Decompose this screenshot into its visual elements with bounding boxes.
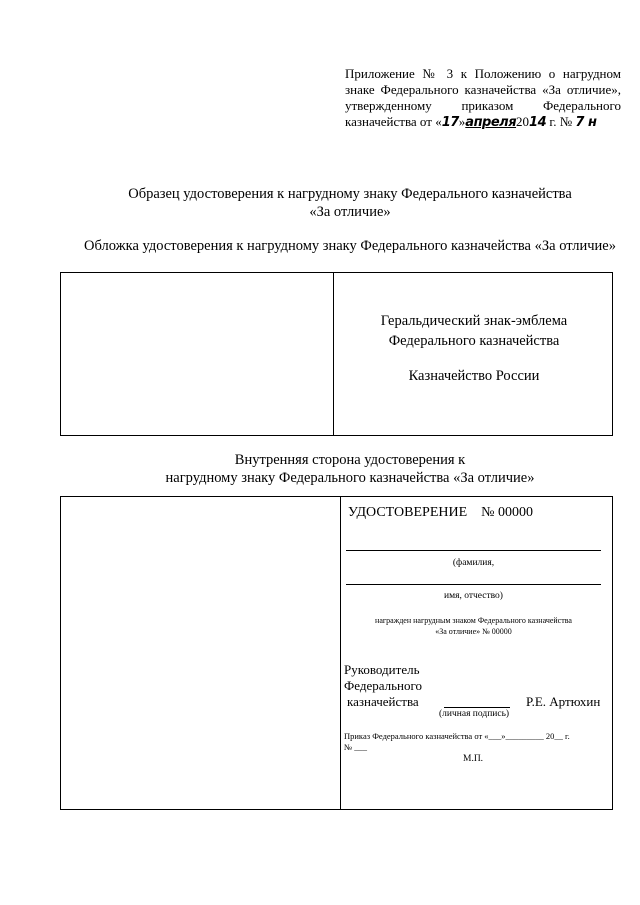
- inner-divider: [340, 497, 341, 809]
- org-name: Казначейство России: [408, 368, 540, 384]
- appendix-line-1: Приложение № 3 к Положению о нагрудном: [345, 66, 621, 81]
- name-line: [346, 584, 601, 585]
- handwritten-order-number: 7 н: [575, 115, 597, 130]
- cover-heading: Обложка удостоверения к нагрудному знаку Федерального казначейства «За отличие»: [84, 238, 616, 254]
- inner-heading-line-1: Внутренняя сторона удостоверения к: [234, 452, 466, 468]
- sample-title-line-1: Образец удостоверения к нагрудному знаку Федерального казначейства: [128, 186, 572, 202]
- certificate-title: [348, 505, 533, 521]
- inner-heading-line-2: нагрудному знаку Федерального казначейства «За отличие»: [165, 470, 535, 486]
- inner-heading: [60, 451, 640, 487]
- year-suffix: г. №: [546, 114, 576, 129]
- awarded-text: [346, 615, 601, 637]
- certificate-number: № 00000: [481, 505, 534, 520]
- awarded-line-1: награжден нагрудным знаком Федерального казначейства: [375, 616, 572, 625]
- sample-title-line-2: «За отличие»: [309, 204, 391, 220]
- appendix-date-prefix: казначейства от «: [345, 114, 442, 129]
- emblem-line-2: Федерального казначейства: [388, 333, 560, 349]
- inner-box: [60, 496, 613, 810]
- order-line-1: Приказ Федерального казначейства от «___»_________ 20__ г.: [344, 731, 570, 741]
- surname-hint: (фамилия,: [452, 558, 495, 568]
- emblem-text: [334, 311, 614, 386]
- head-line-2: Федерального: [344, 678, 423, 693]
- name-hint: имя, отчество): [444, 591, 503, 601]
- emblem-line-1: Геральдический знак-эмблема: [380, 313, 568, 329]
- handwritten-day: 17: [441, 115, 459, 130]
- cover-box: [60, 272, 613, 436]
- appendix-header: [345, 66, 621, 131]
- signature-hint: (личная подпись): [439, 709, 510, 719]
- head-name: Р.Е. Артюхин: [526, 694, 601, 709]
- surname-line: [346, 550, 601, 551]
- order-text: [344, 731, 570, 753]
- appendix-line-2: знаке Федерального казначейства «За отличие»,: [345, 82, 621, 97]
- year-prefix: 20: [516, 114, 530, 129]
- order-line-2: № ___: [344, 742, 367, 752]
- appendix-line-3: утвержденному приказом Федерального: [345, 98, 621, 113]
- certificate-label: УДОСТОВЕРЕНИЕ: [348, 505, 468, 520]
- sample-title: [60, 185, 640, 221]
- appendix-line-4: казначейства от «17»апреля2014 г. № 7 н: [345, 114, 597, 130]
- stamp-label: М.П.: [463, 754, 484, 764]
- handwritten-month: апреля: [465, 115, 517, 130]
- head-line-3: казначейства: [347, 694, 419, 709]
- signature-line: [444, 707, 510, 708]
- head-title: [344, 662, 422, 710]
- awarded-line-2: «За отличие» № 00000: [435, 627, 512, 636]
- handwritten-year: 14: [529, 115, 547, 130]
- head-line-1: Руководитель: [344, 662, 420, 677]
